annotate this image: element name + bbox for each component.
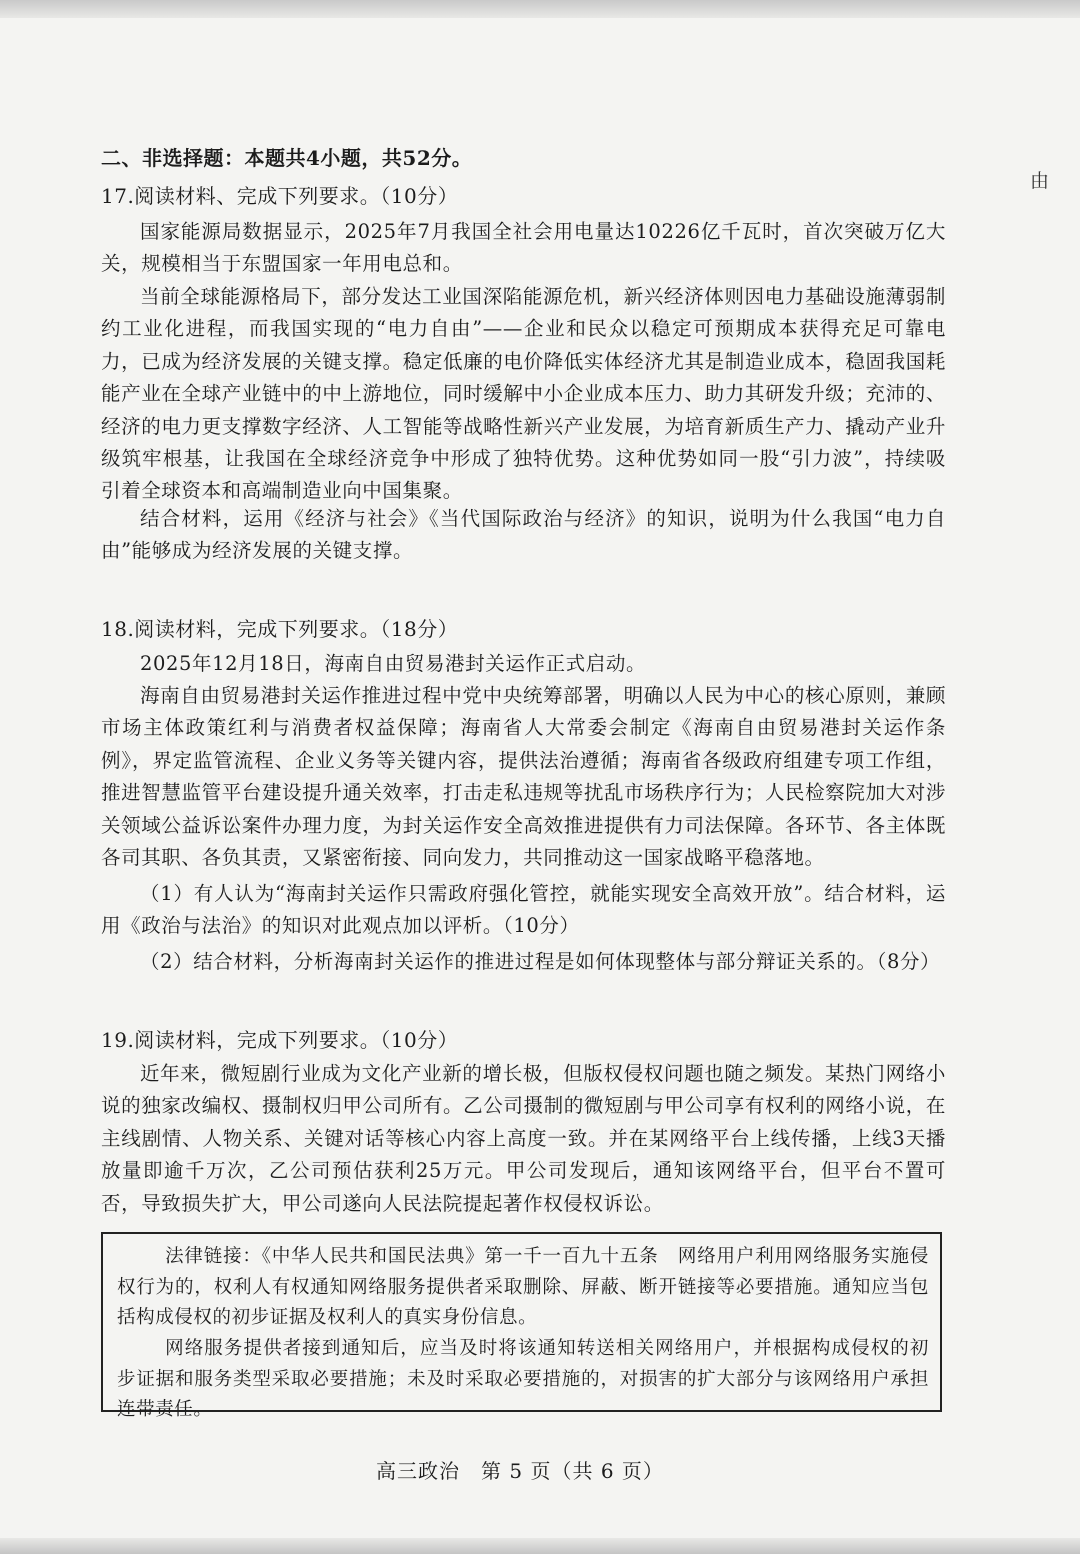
question-18-paragraph-1: 2025年12月18日，海南自由贸易港封关运作正式启动。 <box>140 652 647 675</box>
law-link-paragraph-2: 网络服务提供者接到通知后，应当及时将该通知转送相关网络用户，并根据构成侵权的初步证据和服务类型采取必要措施；未及时采取必要措施的，对损害的扩大部分与该网络用户承担连带责任。 <box>117 1338 929 1420</box>
question-18-paragraph-2: 海南自由贸易港封关运作推进过程中党中央统筹部署，明确以人民为中心的核心原则，兼顾市场主体政策红利与消费者权益保障；海南省人大常委会制定《海南自由贸易港封关运作条例》，界定监管流程、企业义务等关键内容，提供法治遵循；海南省各级政府组建专项工作组，推进智慧监管平台建设提升通关效率，打击走私违规等扰乱市场秩序行为；人民检察院加大对涉关领域公益诉讼案件办理力度，为封关运作安全高效推进提供有力司法保障。各环节、各主体既各司其职、各负其责，又紧密衔接、同向发力，共同推动这一国家战略平稳落地。 <box>101 684 946 870</box>
margin-character: 由 <box>1030 170 1050 192</box>
page-footer: 高三政治 第 5 页（共 6 页） <box>376 1459 664 1483</box>
question-18-subquestion-2: （2）结合材料，分析海南封关运作的推进过程是如何体现整体与部分辩证关系的。（8分） <box>140 950 941 973</box>
question-19-title: 19.阅读材料，完成下列要求。（10分） <box>101 1028 459 1052</box>
law-link-paragraph-1: 法律链接：《中华人民共和国民法典》第一千一百九十五条 网络用户利用网络服务实施侵权行为的，权利人有权通知网络服务提供者采取删除、屏蔽、断开链接等必要措施。通知应当包括构成侵权的初步证据及权利人的真实身份信息。 <box>117 1246 929 1328</box>
section-heading: 二、非选择题：本题共4小题，共52分。 <box>101 146 473 170</box>
question-18-title: 18.阅读材料，完成下列要求。（18分） <box>101 617 459 641</box>
question-17-title: 17.阅读材料、完成下列要求。（10分） <box>101 184 459 208</box>
question-17-paragraph-1: 国家能源局数据显示，2025年7月我国全社会用电量达10226亿千瓦时，首次突破万亿大关，规模相当于东盟国家一年用电总和。 <box>101 220 946 276</box>
scan-bottom-edge <box>0 1538 1080 1554</box>
question-19-paragraph-1: 近年来，微短剧行业成为文化产业新的增长极，但版权侵权问题也随之频发。某热门网络小说的独家改编权、摄制权归甲公司所有。乙公司摄制的微短剧与甲公司享有权利的网络小说，在主线剧情、人物关系、关键对话等核心内容上高度一致。并在某网络平台上线传播，上线3天播放量即逾千万次，乙公司预估获利25万元。甲公司发现后，通知该网络平台，但平台不置可否，导致损失扩大，甲公司遂向人民法院提起著作权侵权诉讼。 <box>101 1062 946 1215</box>
question-17-prompt: 结合材料，运用《经济与社会》《当代国际政治与经济》的知识，说明为什么我国“电力自由”能够成为经济发展的关键支撑。 <box>101 507 946 563</box>
law-link-box <box>101 1232 942 1420</box>
question-17-paragraph-2: 当前全球能源格局下，部分发达工业国深陷能源危机，新兴经济体则因电力基础设施薄弱制约工业化进程，而我国实现的“电力自由”——企业和民众以稳定可预期成本获得充足可靠电力，已成为经济发展的关键支撑。稳定低廉的电价降低实体经济尤其是制造业成本，稳固我国耗能产业在全球产业链中的中上游地位，同时缓解中小企业成本压力、助力其研发升级；充沛的、经济的电力更支撑数字经济、人工智能等战略性新兴产业发展，为培育新质生产力、撬动产业升级筑牢根基，让我国在全球经济竞争中形成了独特优势。这种优势如同一股“引力波”，持续吸引着全球资本和高端制造业向中国集聚。 <box>101 285 946 503</box>
question-18-subquestion-1: （1）有人认为“海南封关运作只需政府强化管控，就能实现安全高效开放”。结合材料，运用《政治与法治》的知识对此观点加以评析。（10分） <box>101 882 946 938</box>
